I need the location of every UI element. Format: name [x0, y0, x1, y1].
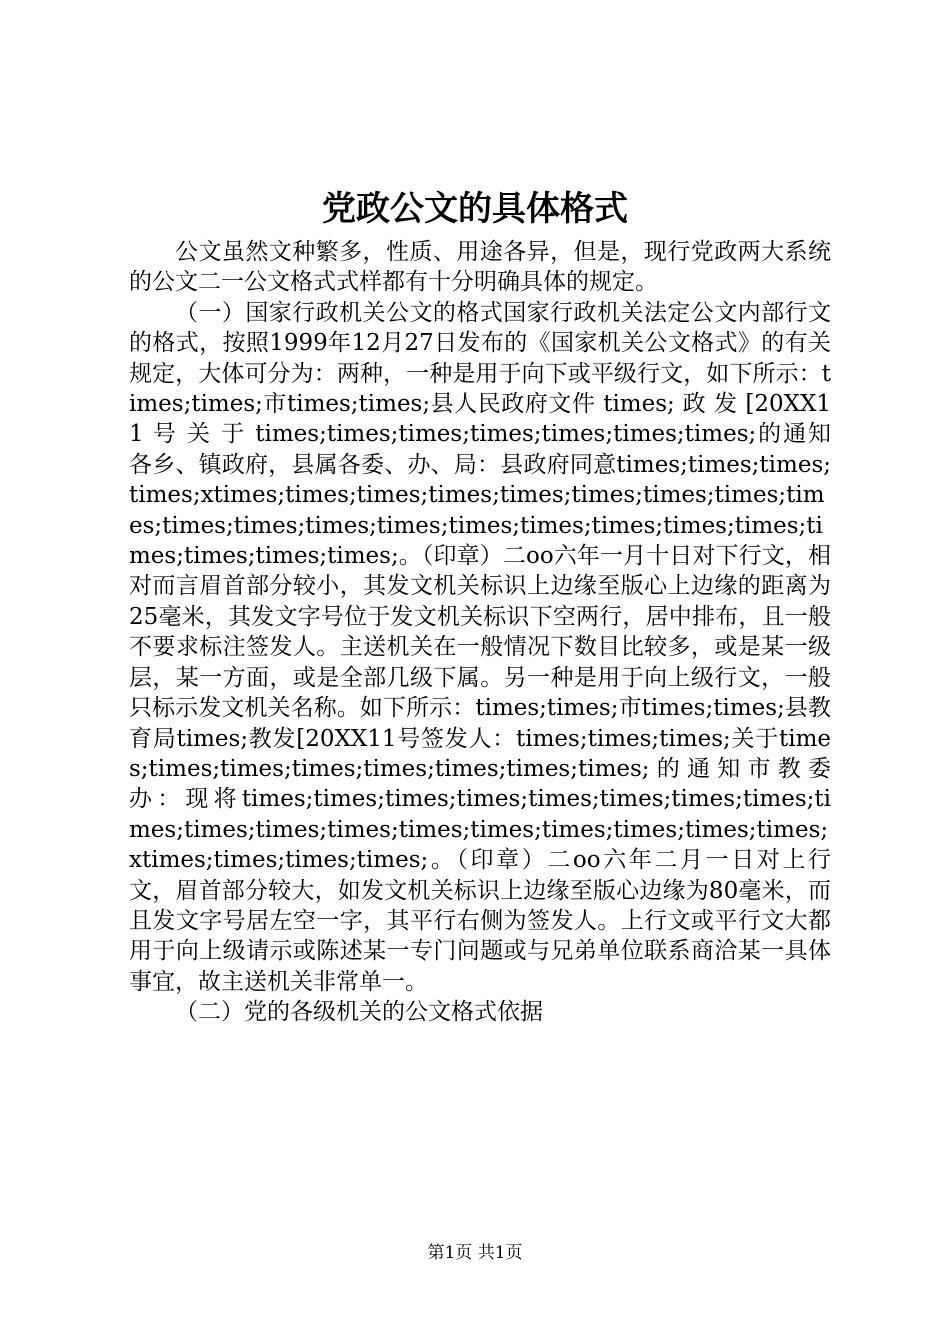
- document-body: [129, 237, 831, 1028]
- paragraph-section-one: （一）国家行政机关公文的格式国家行政机关法定公文内部行文的格式，按照1999年12月27日发布的《国家机关公文格式》的有关规定，大体可分为：两种，一种是用于向下或平级行文，如下所示：times;times;市times;times;县人民政府文件 times; 政 发 [20XX11 号 关 于 times;times;times;times;times;times;times;的通知各乡、镇政府，县属各委、办、局：县政府同意times;times;times;times;xtimes;times;times;times;times;times;times;times;times;times;times;times;times;times;times;times;times;times;times;times;times;times;。（印章）二oo六年一月十日对下行文，相对而言眉首部分较小，其发文机关标识上边缘至版心上边缘的距离为25毫米，其发文字号位于发文机关标识下空两行，居中排布，且一般不要求标注签发人。主送机关在一般情况下数目比较多，或是某一级层，某一方面，或是全部几级下属。另一种是用于向上级行文，一般只标示发文机关名称。如下所示：times;times;市times;times;县教育局times;教发[20XX11号签发人：times;times;times;关于times;times;times;times;times;times;times;times;的通知市教委办：现将times;times;times;times;times;times;times;times;times;times;times;times;times;times;times;times;times;times;xtimes;times;times;times;。（印章）二oo六年二月一日对上行文，眉首部分较大，如发文机关标识上边缘至版心边缘为80毫米，而且发文字号居左空一字，其平行右侧为签发人。上行文或平行文大都用于向上级请示或陈述某一专门问题或与兄弟单位联系商洽某一具体事宜，故主送机关非常单一。: [129, 299, 831, 995]
- paragraph-section-two-heading: （二）党的各级机关的公文格式依据: [175, 999, 543, 1026]
- page-footer: 第1页 共1页: [427, 1243, 523, 1263]
- paragraph-intro: 公文虽然文种繁多，性质、用途各异，但是，现行党政两大系统的公文二一公文格式式样都有十分明确具体的规定。: [129, 239, 831, 296]
- document-title: 党政公文的具体格式: [322, 189, 628, 229]
